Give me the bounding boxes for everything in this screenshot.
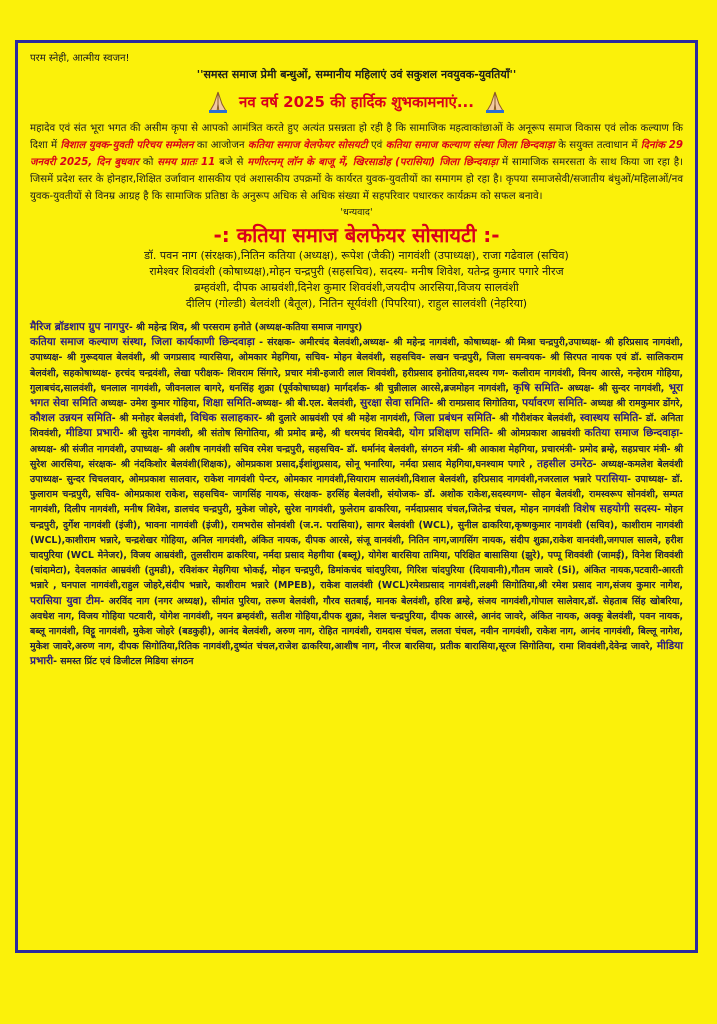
member-line: दीलिप (गोल्डी) बेलवंशी (बैतूल), नितिन सूर्यवंशी (पिपरिया), राहुल सालवंशी (नेहरिया) [185, 297, 528, 310]
committee-label: विशेष सहयोगी सदस्य [573, 503, 657, 516]
invite-text: को [142, 157, 154, 168]
committee-label: सुरक्षा सेवा समिति [359, 397, 430, 410]
committee-label: कतिया समाज कल्याण संस्था, जिला कार्यकाणी छिन्दवाड़ा [30, 336, 255, 349]
committee-text: - संरक्षक- अमीरचंद बेलवंशी,अध्यक्ष- श्री महेन्द्र नागवंशी, कोषाध्यक्ष- श्री मिश्रा चन्द्रपुरी,उपाध्यक्ष- श्री हरिप्रसाद नागवंशी, उपाध्यक्ष- श्री गुरूदयाल बेलवंशी, श्री जगप्रसाद ग्यारसिया, ओमकार मेहगिया, सचिव- मोहन बेलवंशी, सहसचिव- लखन चन्द्रपुरी, जिला समन्वयक- श्री सिरपत नायक एवं डॉ. सालिकराम बेलवंशी, सहकोषाध्यक्ष- हरचंद चन्द्रवंशी, लेखा परीक्षक- शिवराम सिंगारे, प्रचार मंत्री-हजारी लाल शिववंशी, हरीप्रसाद हनोतिया,सदस्य गण- कलीराम नागवंशी, विनय आरसे, नन्हेराम गोहिया, गुलाबचंद,सालवंशी, धनलाल नागवंशी, जीवनलाल बागरे, धनसिंह शुक्रा (पूर्वकोषाध्यक्ष) मार्गदर्शक- श्री चुन्नीलाल आरसे,ब्रजमोहन नागवंशी, [30, 337, 683, 394]
committee-text: - अरविंद नाग (नगर अध्यक्ष), सीमांत पुरिया, तरूण बेलवंशी, गौरव सतबाई, मानक बेलवंशी, हरिश ब्रम्हे, संजय नागवंशी,गोपाल सालेवार,डॉ. सेहताब सिंह खोबरिया, अवधेश नाग, विजय गोहिया पटवारी, योगेश नागवंशी, नयन ब्रम्हवंशी, सतीश गोहिया,दीपक शुक्रा, नेशल चन्द्रपुरिया, दीपक आरसे, आनंद जावरे, अंकित नायक, अक्कू बेलवंशी, पवन नायक, बब्लू नागवंशी, विट्टू नागवंशी, मुकेश जोहरे (बडकुही), आनंद बेलवंशी, अरुण नाग, रोहित नागवंशी, रामदास चंचल, ललता चंचल, नवीन नागवंशी, राकेश नाग, आनंद नागवंशी, बिल्लू नागेश, मुकेश जावरे,अरुण नाग, दीपक सिगोतिया,रितिक नागवंशी,दुष्यंत चंचल,राजेश ढाकरिया,आशीष नाग, नीरज बारसिया, प्रतीक बारासिया,सूरज सिगोतिया, रामा शिववंशी,देवेन्द्र जावरे, [30, 595, 684, 653]
namaste-icon [482, 90, 508, 114]
event-date: दिनांक 29 जनवरी 2025, दिन बुधवार [30, 140, 683, 168]
committee-label: जिला प्रबंधन समिति [414, 412, 492, 425]
invitation-paragraph [30, 120, 683, 205]
committee-text: - अध्यक्ष श्री रामकुमार डोंगरे, [583, 398, 683, 410]
committee-text: - श्री ओमप्रकाश आम्रवंशी [489, 428, 581, 440]
committee-label: मीडिया प्रभारी [65, 427, 120, 440]
invite-text: के सयुक्त तत्वाधान में [558, 140, 638, 151]
committee-text: - श्री दुलारे आम्रवंशी एवं श्री महेश नागवंशी, [258, 413, 411, 425]
committee-text: - मोहन चन्द्रपुरी, दुर्गेश नागवंशी (इंजी), भावना नागवंशी (इंजी), रामभरोस सोनवंशी (ज.न. परासिया), सागर बेलवंशी (WCL), सुनील ढाकरिया,कृष्णकुमार नागवंशी (सचिव), काशीराम नागवंशी (WCL),काशीराम भन्नारे, चन्द्रशेखर गोहिया, अनिल नागवंशी, अंकित नायक, दीपक आरसे, संजू वानवंशी, नितिन नाग,जागसिंग नायक, संदीप शुक्रा,राकेश वानवंशी,जगपाल सालवे, हरीश चादपुरिया (WCL मेनेजर), विजय आम्रवंशी, तुलसीराम ढाकरिया, नर्मदा प्रसाद मेहगीया (बब्लू), योगेश बारसिया तामिया, परिक्षित बासासिया (झुरे), पप्पू शिववंशी (जामई), विनेश शिववंशी (चांदामेटा), देवलकांत आम्रवंशी (तुमडी), रविशंकर मेहगिया भोकई, मोहन चन्द्रपुरी, डिमांकचंद चांदपुरिया, गिरिश चांदपुरिया (दियावानी),गौतम जावरे (Si), अंकित नायक,पटवारी-आरती भन्नारे , घनपाल नागवंशी,राहुल जोहरे,संदीप भन्नारे, काशीराम भन्नारे (MPEB), राकेश वालवंशी (WCL)रमेशप्रसाद नागवंशी,लक्ष्मी सिगोतिया,श्री रमेश प्रसाद नाग,संजय कुमार नागेश, [30, 504, 683, 592]
member-line: रामेश्वर शिववंशी (कोषाध्यक्ष),मोहन चन्द्रपुरी (सहसचिव), सदस्य- मनीष शिवेश, यतेन्द्र कुमार पगारे नीरज [149, 265, 564, 278]
organizer-2: कतिया समाज कल्याण संस्था जिला छिन्दवाड़ा [385, 140, 555, 151]
committee-label: कृषि समिति [513, 381, 560, 394]
organizer-1: कतिया समाज वेलफेयर सोसयटी [247, 140, 368, 151]
committee-text: - अध्यक्ष- श्री संजीत नागवंशी, उपाध्यक्ष- श्री अशीष नागवंशी सचिव रमेश चन्द्रपुरी, सहसचिव- डॉ. धर्मानंद बेलवंशी, संगठन मंत्री- श्री आकाश मेहगिया, प्रचारमंत्री- प्रमोद ब्रम्हे, सहप्रचार मंत्री- श्री सुरेश आरसिया, संरक्षक- श्री नंदकिशोर बेलवंशी(शिक्षक), ओमप्रकाश प्रसाद,ईशांशुप्रसाद, सोनू भनारिया, नर्मदा प्रसाद मेहगिया,घनश्याम पगारे , [30, 428, 683, 470]
salutation: परम स्नेही, आत्मीय स्वजन! [30, 53, 130, 64]
member-line: ब्रम्हवंशी, दीपक आम्रवंशी,दिनेश कुमार शिववंशी,जयदीप आरसिया,विजय सालवंशी [194, 281, 519, 294]
committee-label: कौशल उन्नयन समिति [30, 412, 112, 425]
committee-text: - समस्त प्रिंट एवं डिजीटल मिडिया संगठन [53, 656, 194, 668]
committee-label: परासिया [595, 473, 628, 486]
invite-text: में सामाजिक समरसता के साथ किया जा रहा है। जिसमें प्रदेश स्तर के होनहार,शिक्षित उर्जावान शासकीय एवं अशासकीय उपक्रमों के कार्यरत युवक-युवतीयों का समागम हो रहा है। कृपया समाजसेवी/सजातीय बंधुओं/महिलाओं/नव युवक-युवतीयों से विनम्र आग्रह है कि सामाजिक प्रतिष्ठा के अनुरूप अधिक से अधिक संख्या में सहपरिवार पधारकर कार्यक्रम को सफल बनावे। [30, 157, 683, 202]
committee-label: स्वास्थय समिति [580, 412, 639, 425]
committee-label: विधिक सलाहकार [190, 412, 259, 425]
member-line: डॉ. पवन नाग (संरक्षक),नितिन कतिया (अध्यक्ष), रूपेश (जैकी) नागवंशी (उपाध्यक्ष), राजा गढेवाल (सचिव) [144, 249, 569, 262]
committee-list [30, 320, 683, 670]
committee-text: -अध्यक्ष- श्री बी.एल. बेलवंशी, [251, 398, 357, 410]
committee-label: कतिया समाज छिन्दवाड़ा [584, 427, 680, 440]
greeting-row [30, 90, 683, 114]
committee-label: तहसील उमरेठ [537, 457, 593, 470]
committee-text: - डॉ. अनिता शिववंशी, [30, 413, 684, 440]
event-venue: मणीरत्नम् लॉन के बाजू में, खिरसाडोह (परासिया) जिला छिन्दवाड़ा [247, 157, 499, 168]
event-time: समय प्रातः 11 [157, 157, 216, 168]
invite-text: बजे से [219, 157, 244, 168]
new-year-greeting: नव वर्ष 2025 की हार्दिक शुभकामनाएं... [239, 93, 474, 111]
address-line: ''समस्त समाज प्रेमी बन्धुओं, सम्मानीय महिलाएं उवं सकुशल नवयुवक-युवतियाँ'' [196, 68, 517, 81]
invitation-card [15, 40, 698, 953]
committee-text: - श्री महेन्द्र शिव, श्री परसराम हनोते (अध्यक्ष-कतिया समाज नागपुर) [128, 322, 363, 333]
society-title: -: कतिया समाज बेलफेयर सोसायटी :- [213, 223, 500, 247]
committee-label: योग प्रशिक्षण समिति [409, 427, 490, 440]
committee-text: - उपाध्यक्ष- डॉ. फुलाराम चन्द्रपुरी, सचिव- ओमप्रकाश राकेश, सहसचिव- जागसिंह नायक, संरक्षक- हरसिंह बेलवंशी, संयोजक- डॉ. अशोक राकेश,सदस्यगण- सोहन बेलवंशी, रामस्वरूप सोनवंशी, सम्पत नागवंशी, दिलीप नागवंशी, मनीष शिवेश, डालचंद चन्द्रपुरी, मुकेश जोहरे, सुरेश नागवंशी, फुलेराम ढाकरिया, नर्मदाप्रसाद चंचल,जितेन्द्र चंचल, मोहन नागवंशी [30, 474, 683, 516]
namaste-icon [205, 90, 231, 114]
committee-text: - श्री रामप्रसाद सिगोतिया, [429, 398, 519, 410]
committee-text: - अध्यक्ष- श्री सुन्दर नागवंशी, [559, 382, 665, 394]
committee-label: मीडिया प्रभारी [30, 640, 683, 668]
committee-text: - श्री सुदेश नागवंशी, श्री संतोष सिगोतिया, श्री प्रमोद ब्रम्हे, श्री धरमचंद शिवबेदी, [119, 428, 405, 440]
committee-label: परासिया युवा टीम [30, 594, 101, 607]
thanks: 'धन्यवाद' [340, 207, 373, 218]
invite-text: एवं [370, 140, 383, 151]
committee-label: मैरिज ब्रॉडशाप ग्रुप नागपुर [30, 321, 129, 333]
committee-label: भूरा भगत सेवा समिति [30, 381, 683, 410]
committee-label: शिक्षा समिति [202, 397, 252, 410]
committee-text: - श्री मनोहर बेलवंशी, [111, 413, 187, 425]
society-members [30, 248, 683, 312]
committee-text: - श्री गौरीशंकर बेलवंशी, [491, 413, 577, 425]
invite-text: का आजोजन [196, 140, 245, 151]
committee-text: - अध्यक्ष-कमलेश बेलवंशी उपाध्यक्ष- सुन्दर चिचलवार, ओमप्रकाश सालवार, राकेश नागवंशी पेन्टर, ओमकार नागवंशी,सियाराम सालवंशी,विशाल बेलवंशी, हरिप्रसाद नागवंशी,नजरलाल भन्नारे [30, 458, 683, 486]
event-name: विशाल युवक-युवती परिचय सम्मेलन [60, 140, 194, 151]
committee-text: अध्यक्ष- उमेश कुमार गोहिया, [100, 398, 200, 410]
committee-label: पर्यावरण समिति [522, 397, 584, 410]
invite-text: महादेव एवं संत भूरा भगत की असीम कृपा से आपको आमंत्रित करते हुए अत्यंत प्रसन्नता हो रही है कि सामाजिक महत्वाकांछाओं के अनूरूप समाज विकास एवं लोक कल्याण कि दिशा में [30, 123, 683, 151]
